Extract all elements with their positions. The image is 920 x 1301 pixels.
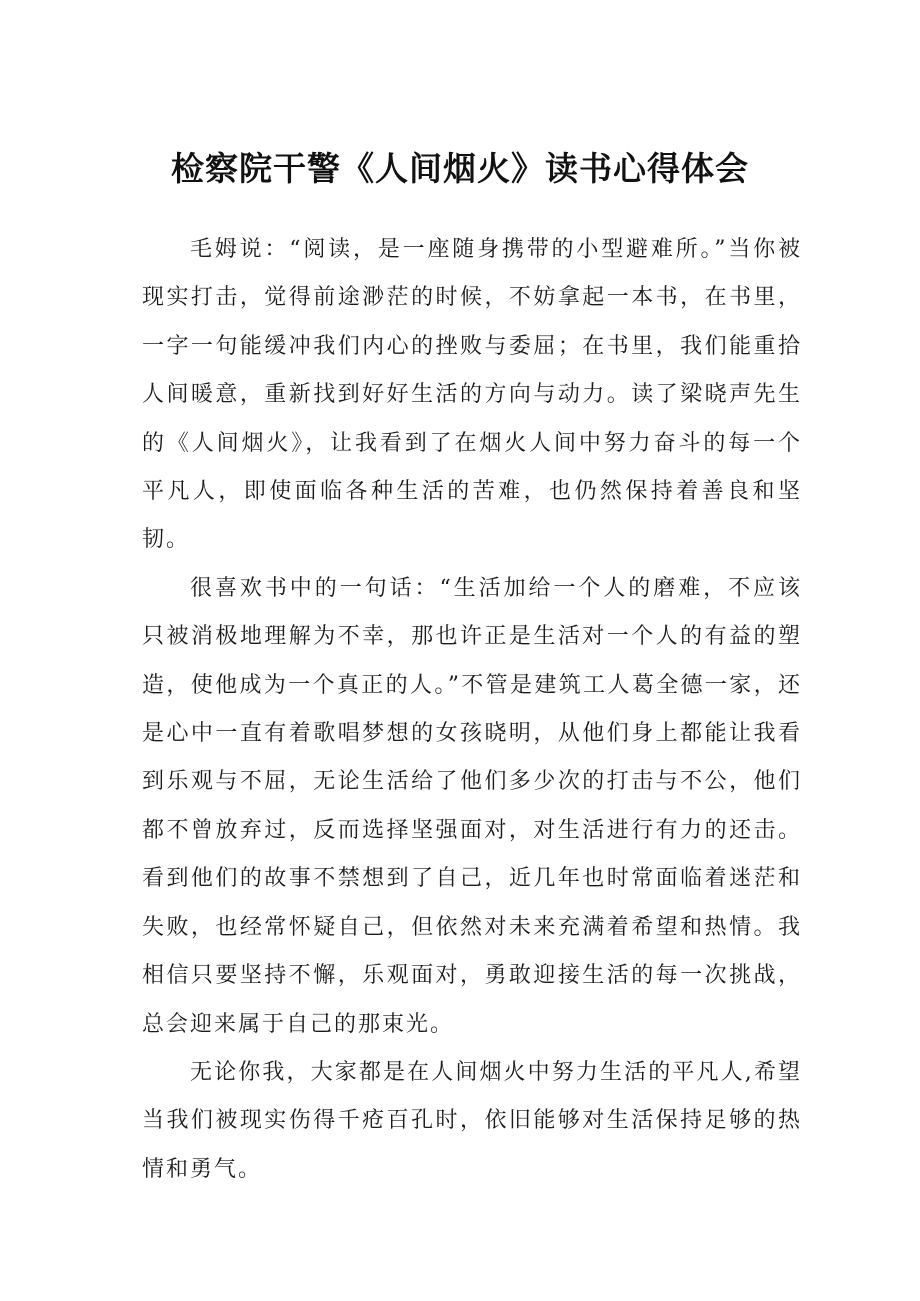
document-body [142,226,802,1194]
paragraph-2: 很喜欢书中的一句话：“生活加给一个人的磨难，不应该只被消极地理解为不幸，那也许正是生活对一个人的有益的塑造，使他成为一个真正的人。”不管是建筑工人葛全德一家，还是心中一直有着歌唱梦想的女孩晓明，从他们身上都能让我看到乐观与不屈，无论生活给了他们多少次的打击与不公，他们都不曾放弃过，反而选择坚强面对，对生活进行有力的还击。看到他们的故事不禁想到了自己，近几年也时常面临着迷茫和失败，也经常怀疑自己，但依然对未来充满着希望和热情。我相信只要坚持不懈，乐观面对，勇敢迎接生活的每一次挑战，总会迎来属于自己的那束光。 [142,575,802,1037]
document-title: 检察院干警《人间烟火》读书心得体会 [171,149,749,188]
paragraph-1: 毛姆说：“阅读，是一座随身携带的小型避难所。”当你被现实打击，觉得前途渺茫的时候，不妨拿起一本书，在书里，一字一句能缓冲我们内心的挫败与委屈；在书里，我们能重拾人间暖意，重新找到好好生活的方向与动力。读了梁晓声先生的《人间烟火》，让我看到了在烟火人间中努力奋斗的每一个平凡人，即使面临各种生活的苦难，也仍然保持着善良和坚韧。 [142,237,802,553]
paragraph-3: 无论你我，大家都是在人间烟火中努力生活的平凡人,希望当我们被现实伤得千疮百孔时，依旧能够对生活保持足够的热情和勇气。 [142,1059,802,1182]
